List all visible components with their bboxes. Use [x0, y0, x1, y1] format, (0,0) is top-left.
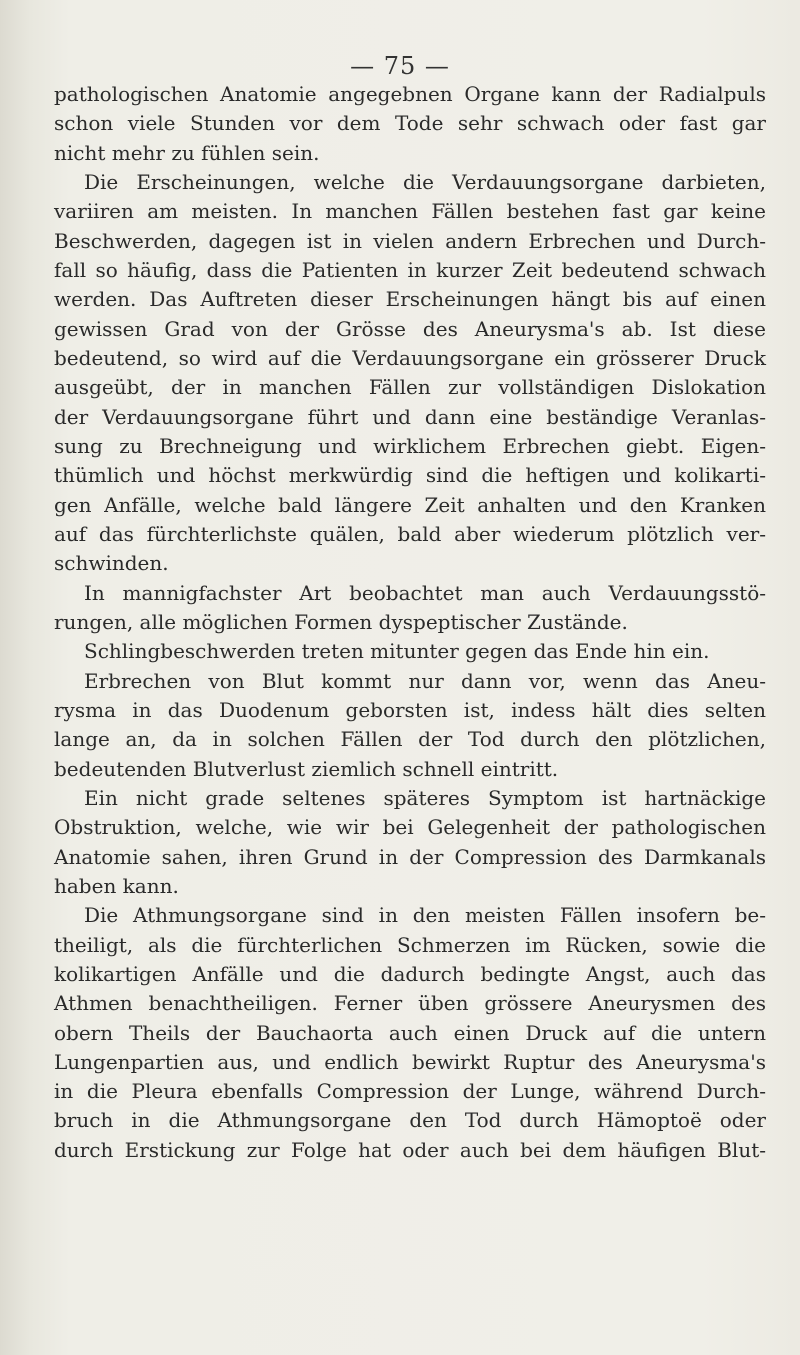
text-line: ausgeübt, der in manchen Fällen zur vollständigen Dislokation	[54, 375, 766, 400]
text-line: schon viele Stunden vor dem Tode sehr schwach oder fast gar	[54, 111, 766, 136]
text-line: Die Athmungsorgane sind in den meisten Fällen insofern be-	[84, 903, 766, 928]
text-line: bedeutenden Blutverlust ziemlich schnell eintritt.	[54, 756, 559, 781]
text-line: Ein nicht grade seltenes späteres Symptom ist hartnäckige	[84, 785, 766, 810]
text-line: Lungenpartien aus, und endlich bewirkt Ruptur des Aneurysma's	[54, 1049, 766, 1074]
text-line: rysma in das Duodenum geborsten ist, indess hält dies selten	[54, 697, 766, 722]
text-line: Athmen benachtheiligen. Ferner üben grössere Aneurysmen des	[54, 991, 766, 1016]
text-line: obern Theils der Bauchaorta auch einen Druck auf die untern	[54, 1020, 766, 1045]
text-line: gewissen Grad von der Grösse des Aneurysma's ab. Ist diese	[54, 316, 766, 341]
page-number: — 75 —	[350, 52, 450, 80]
text-line: fall so häufig, dass die Patienten in kurzer Zeit bedeutend schwach	[54, 257, 766, 282]
text-line: variiren am meisten. In manchen Fällen bestehen fast gar keine	[54, 199, 766, 224]
text-line: Anatomie sahen, ihren Grund in der Compression des Darmkanals	[54, 844, 766, 869]
text-line: lange an, da in solchen Fällen der Tod durch den plötzlichen,	[54, 727, 766, 752]
body-text	[54, 80, 766, 1165]
text-line: auf das fürchterlichste quälen, bald aber wiederum plötzlich ver-	[54, 521, 766, 546]
text-line: nicht mehr zu fühlen sein.	[54, 140, 320, 165]
text-line: kolikartigen Anfälle und die dadurch bedingte Angst, auch das	[54, 961, 766, 986]
text-line: Beschwerden, dagegen ist in vielen andern Erbrechen und Durch-	[54, 228, 766, 253]
text-line: bruch in die Athmungsorgane den Tod durch Hämoptoë oder	[54, 1108, 766, 1133]
text-line: gen Anfälle, welche bald längere Zeit anhalten und den Kranken	[54, 492, 766, 517]
text-line: theiligt, als die fürchterlichen Schmerzen im Rücken, sowie die	[54, 932, 766, 957]
text-line: Die Erscheinungen, welche die Verdauungsorgane darbieten,	[84, 169, 766, 194]
text-line: in die Pleura ebenfalls Compression der Lunge, während Durch-	[54, 1079, 766, 1104]
text-line: bedeutend, so wird auf die Verdauungsorgane ein grösserer Druck	[54, 345, 766, 370]
text-line: durch Erstickung zur Folge hat oder auch bei dem häufigen Blut-	[54, 1137, 766, 1162]
text-line: haben kann.	[54, 873, 179, 898]
text-line: rungen, alle möglichen Formen dyspeptischer Zustände.	[54, 609, 628, 634]
text-line: In mannigfachster Art beobachtet man auch Verdauungsstö-	[84, 580, 766, 605]
text-line: pathologischen Anatomie angegebnen Organe kann der Radialpuls	[54, 82, 766, 106]
text-line: thümlich und höchst merkwürdig sind die heftigen und kolikarti-	[54, 463, 766, 488]
text-line: werden. Das Auftreten dieser Erscheinungen hängt bis auf einen	[54, 287, 766, 312]
text-line: der Verdauungsorgane führt und dann eine beständige Veranlas-	[54, 404, 766, 429]
text-line: Erbrechen von Blut kommt nur dann vor, wenn das Aneu-	[84, 668, 766, 693]
text-line: sung zu Brechneigung und wirklichem Erbrechen giebt. Eigen-	[54, 433, 766, 458]
text-line: schwinden.	[54, 551, 169, 576]
text-line: Obstruktion, welche, wie wir bei Gelegenheit der pathologischen	[54, 815, 766, 840]
text-line: Schlingbeschwerden treten mitunter gegen das Ende hin ein.	[84, 639, 710, 664]
